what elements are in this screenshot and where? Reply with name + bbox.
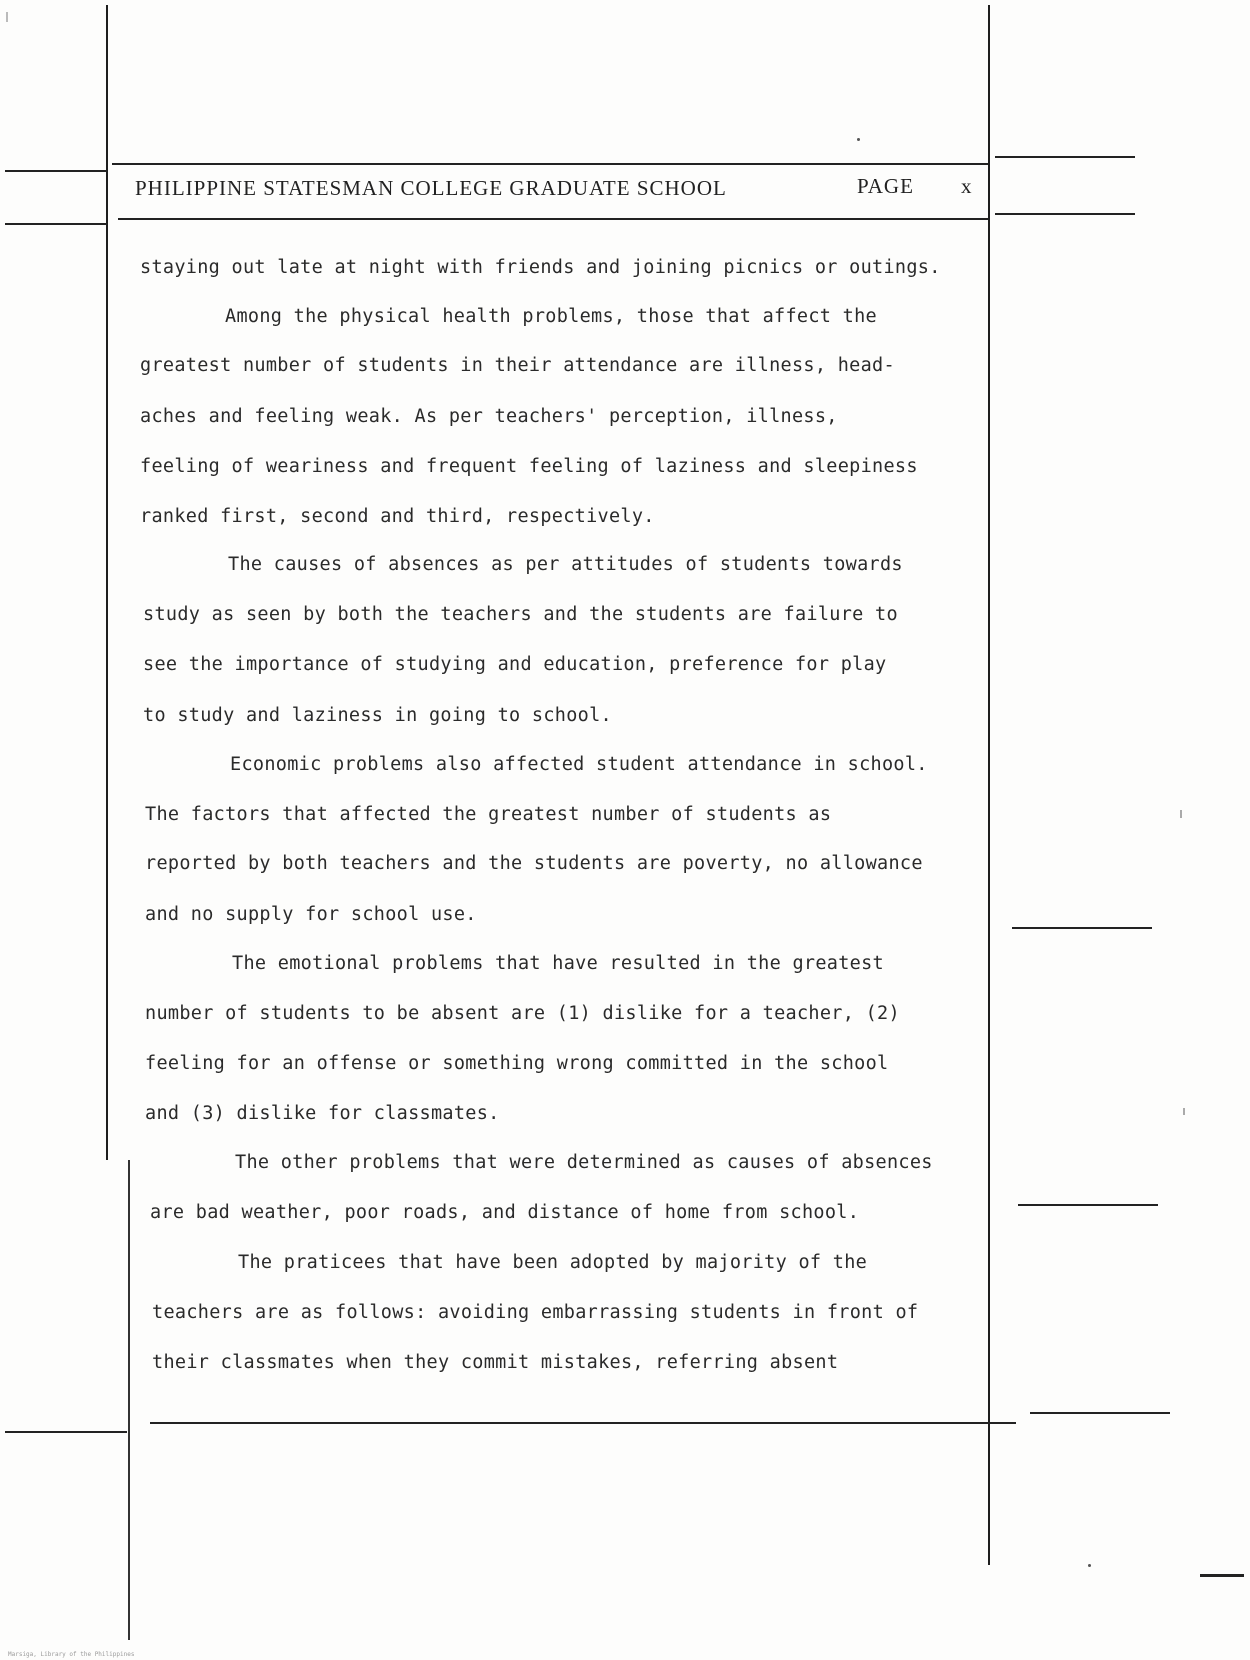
body-line: number of students to be absent are (1) dislike for a teacher, (2) bbox=[145, 1003, 900, 1024]
body-line: feeling of weariness and frequent feeling of laziness and sleepiness bbox=[140, 456, 918, 477]
body-line: to study and laziness in going to school. bbox=[143, 705, 612, 726]
footer-note: Marsiga, Library of the Philippines bbox=[8, 1651, 135, 1658]
header-bottom-rule bbox=[118, 218, 988, 220]
body-line: see the importance of studying and education, preference for play bbox=[143, 654, 887, 675]
page-label: PAGE bbox=[857, 174, 914, 198]
scan-speck bbox=[857, 138, 860, 141]
body-line: staying out late at night with friends and joining picnics or outings. bbox=[140, 257, 941, 278]
right-margin-line bbox=[988, 5, 990, 1565]
body-line: The other problems that were determined as causes of absences bbox=[235, 1152, 933, 1173]
top-right-rule bbox=[995, 156, 1135, 158]
body-line: The factors that affected the greatest number of students as bbox=[145, 804, 832, 825]
body-line: greatest number of students in their attendance are illness, head- bbox=[140, 355, 895, 376]
scan-speck bbox=[1180, 810, 1182, 818]
body-line: and (3) dislike for classmates. bbox=[145, 1103, 500, 1124]
scan-speck bbox=[6, 12, 8, 22]
header-top-rule bbox=[112, 163, 988, 165]
body-line: The causes of absences as per attitudes of students towards bbox=[228, 554, 903, 575]
body-line: ranked first, second and third, respectively. bbox=[140, 506, 655, 527]
bottom-right-mark bbox=[1200, 1574, 1244, 1577]
body-line: and no supply for school use. bbox=[145, 904, 477, 925]
body-line: reported by both teachers and the students are poverty, no allowance bbox=[145, 853, 923, 874]
body-line: study as seen by both the teachers and the students are failure to bbox=[143, 604, 898, 625]
school-name: PHILIPPINE STATESMAN COLLEGE GRADUATE SCHOOL bbox=[135, 176, 727, 200]
scan-speck bbox=[1088, 1564, 1091, 1567]
page-header bbox=[135, 176, 985, 206]
left-lower-margin-line bbox=[128, 1160, 130, 1640]
body-line: teachers are as follows: avoiding embarrassing students in front of bbox=[152, 1302, 919, 1323]
page-number: x bbox=[961, 174, 972, 198]
right-rule-a bbox=[1012, 927, 1152, 929]
bottom-left-rule bbox=[5, 1431, 127, 1433]
top-left-rule bbox=[5, 170, 107, 172]
body-line: aches and feeling weak. As per teachers' perception, illness, bbox=[140, 406, 838, 427]
body-line: The emotional problems that have resulted in the greatest bbox=[232, 953, 884, 974]
right-rule-c bbox=[1030, 1412, 1170, 1414]
body-line: their classmates when they commit mistakes, referring absent bbox=[152, 1352, 839, 1373]
body-line: Among the physical health problems, those that affect the bbox=[225, 306, 877, 327]
right-mid-rule bbox=[995, 213, 1135, 215]
scan-speck bbox=[1183, 1108, 1185, 1115]
body-bottom-rule bbox=[150, 1422, 1016, 1424]
body-line: feeling for an offense or something wrong committed in the school bbox=[145, 1053, 889, 1074]
left-margin-line bbox=[106, 5, 108, 1160]
right-rule-b bbox=[1018, 1204, 1158, 1206]
body-line: Economic problems also affected student attendance in school. bbox=[230, 754, 928, 775]
body-line: are bad weather, poor roads, and distance of home from school. bbox=[150, 1202, 860, 1223]
left-mid-rule bbox=[5, 223, 107, 225]
body-line: The praticees that have been adopted by majority of the bbox=[238, 1252, 868, 1273]
